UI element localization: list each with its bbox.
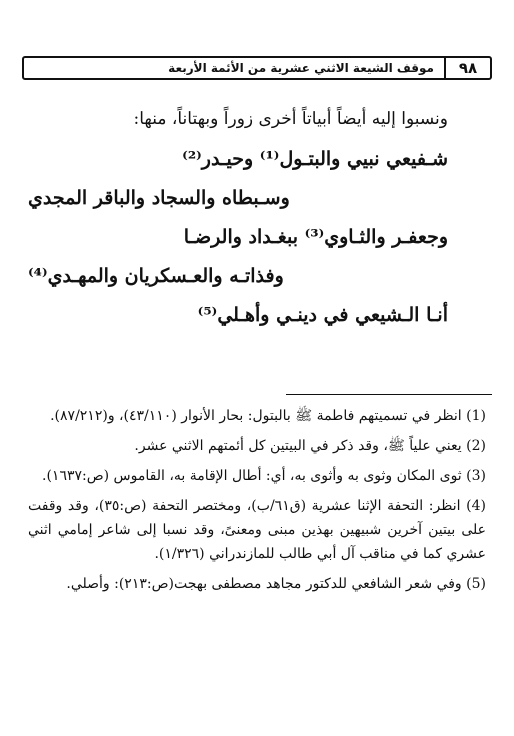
page-number: ٩٨	[444, 58, 490, 78]
verse-line-4: وفذاتـه والعـسكريان والمهـدي⁽⁴⁾	[28, 265, 284, 287]
page-header	[22, 56, 492, 80]
footnotes	[28, 404, 486, 602]
footnote-3: (3) ثوى المكان وثوى به وأثوى به، أي: أطال الإقامة به، القاموس (ص:١٦٣٧).	[42, 468, 486, 484]
verse-line-2: وسـبطاه والسجاد والباقر المجدي	[28, 187, 290, 209]
verse-line-5: أنـا الـشيعي في دينـي وأهـلي⁽⁵⁾	[197, 304, 448, 326]
footnote-4: (4) انظر: التحفة الإثنا عشرية (ق٦١/ب)، ومختصر التحفة (ص:٣٥)، وقد وقفت على بيتين آخرين شبيهين بهذين مبنى ومعنىً، وقد نسبا إلى شاعر إمامي اثني عشري كما في مناقب آل أبي طالب للمازندراني (١/٣٢٦).	[28, 498, 487, 562]
running-title: موقف الشيعة الاثني عشرية من الأئمة الأربعة	[168, 61, 434, 75]
verse-line-1: شـفيعي نبيي والبتـول⁽¹⁾ وحيـدر⁽²⁾	[182, 148, 448, 170]
footnote-divider	[286, 394, 492, 395]
main-text	[28, 104, 448, 335]
footnote-5: (5) وفي شعر الشافعي للدكتور مجاهد مصطفى بهجت(ص:٢١٣): وأصلي.	[66, 576, 486, 592]
footnote-2: (2) يعني علياً ﷺ، وقد ذكر في البيتين كل أئمتهم الاثني عشر.	[134, 438, 486, 454]
intro-paragraph: ونسبوا إليه أيضاً أبياتاً أخرى زوراً وبهتاناً، منها:	[133, 109, 448, 129]
footnote-1: (1) انظر في تسميتهم فاطمة ﷺ بالبتول: بحار الأنوار (٤٣/١١٠)، و(٨٧/٢١٢).	[50, 408, 486, 424]
verse-line-3: وجعفـر والثـاوي⁽³⁾ ببغـداد والرضـا	[183, 226, 448, 248]
